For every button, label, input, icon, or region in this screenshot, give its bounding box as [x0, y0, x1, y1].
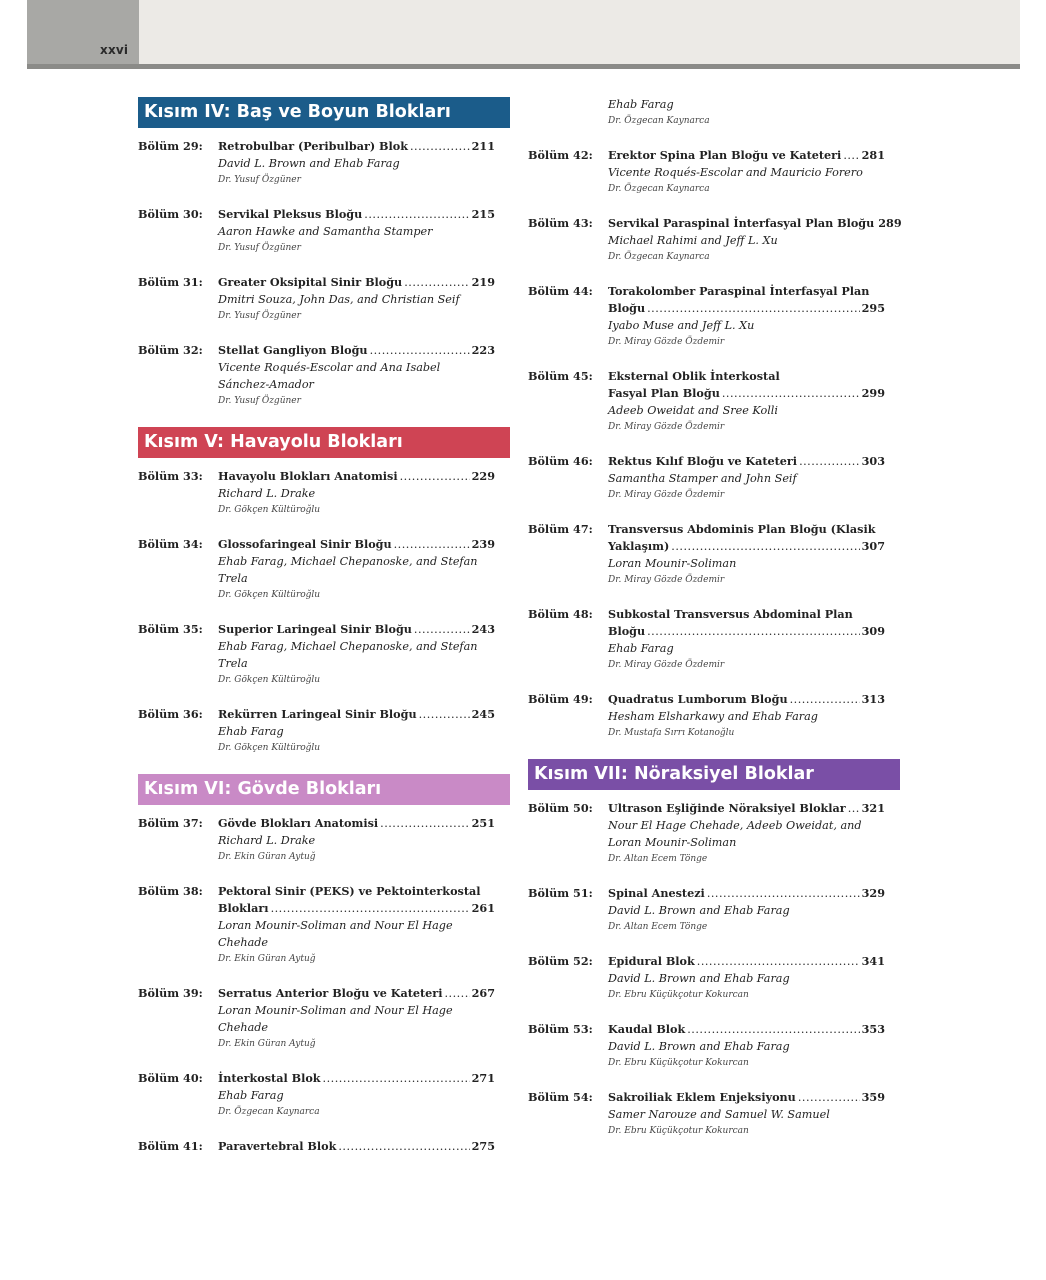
chapter-title-line	[218, 985, 495, 1002]
chapter-title-line	[608, 623, 885, 640]
chapter-title-line1: Pektoral Sinir (PEKS) ve Pektointerkostal	[218, 884, 481, 898]
chapter-authors: Loran Mounir-Soliman and Nour El Hage Chehade	[218, 1004, 453, 1034]
toc-entry	[138, 274, 510, 325]
chapter-authors: Loran Mounir-Soliman	[608, 557, 737, 570]
chapter-title: Blokları	[218, 901, 269, 915]
chapter-title-line	[608, 1021, 885, 1038]
dot-leader	[697, 953, 860, 970]
chapter-authors: Ehab Farag	[608, 98, 674, 111]
chapter-title-line	[608, 691, 885, 708]
chapter-translator: Dr. Ekin Güran Aytuğ	[218, 1039, 316, 1049]
chapter-translator: Dr. Ebru Küçükçotur Kokurcan	[608, 990, 749, 1000]
toc-entry	[528, 283, 900, 351]
toc-entry	[138, 206, 510, 257]
chapter-page: 341	[861, 954, 885, 968]
chapter-number: Bölüm 38:	[138, 884, 203, 898]
chapter-title: Bloğu	[608, 301, 646, 315]
dot-leader	[271, 900, 470, 917]
dot-leader	[364, 206, 469, 223]
chapter-title: Spinal Anestezi	[608, 886, 705, 900]
chapter-title-line	[608, 953, 885, 970]
toc-entry	[138, 883, 510, 968]
chapter-translator: Dr. Gökçen Kültüroğlu	[218, 675, 321, 685]
chapter-page: 307	[861, 539, 885, 553]
toc-entry	[528, 800, 900, 868]
toc-entry	[528, 521, 900, 589]
chapter-title-line1: Eksternal Oblik İnterkostal	[608, 369, 780, 383]
page-number: xxvi	[100, 43, 129, 57]
chapter-number: Bölüm 31:	[138, 275, 203, 289]
chapter-page: 219	[471, 275, 495, 289]
chapter-title: Yaklaşım)	[608, 539, 670, 553]
dot-leader	[790, 691, 860, 708]
chapter-title-line	[218, 206, 495, 223]
chapter-page: 329	[861, 886, 885, 900]
chapter-number: Bölüm 33:	[138, 469, 203, 483]
chapter-authors: Vicente Roqués-Escolar and Ana Isabel Sánchez-Amador	[218, 361, 441, 391]
chapter-title-line	[608, 1089, 885, 1106]
chapter-translator: Dr. Gökçen Kültüroğlu	[218, 743, 321, 753]
chapter-page: 353	[861, 1022, 885, 1036]
dot-leader	[444, 985, 469, 1002]
part-title: Kısım IV: Baş ve Boyun Blokları	[138, 97, 510, 128]
chapter-title-line	[608, 885, 885, 902]
chapter-title: Gövde Blokları Anatomisi	[218, 816, 379, 830]
chapter-title-line	[608, 215, 902, 232]
chapter-number: Bölüm 49:	[528, 692, 593, 706]
chapter-page: 229	[471, 469, 495, 483]
chapter-number: Bölüm 42:	[528, 148, 593, 162]
chapter-title: Quadratus Lumborum Bloğu	[608, 692, 788, 706]
part-title: Kısım VII: Nöraksiyel Bloklar	[528, 759, 900, 790]
chapter-title: Stellat Gangliyon Bloğu	[218, 343, 368, 357]
toc-left-column	[138, 97, 510, 1172]
continued-entry	[528, 96, 900, 130]
chapter-authors: Aaron Hawke and Samantha Stamper	[218, 225, 433, 238]
chapter-title-line1: Torakolomber Paraspinal İnterfasyal Plan	[608, 284, 870, 298]
toc-part	[138, 427, 510, 757]
chapter-title-line	[218, 138, 495, 155]
chapter-number: Bölüm 34:	[138, 537, 203, 551]
chapter-list	[528, 147, 900, 742]
chapter-number: Bölüm 48:	[528, 607, 593, 621]
chapter-page: 289	[878, 216, 902, 230]
chapter-number: Bölüm 39:	[138, 986, 203, 1000]
chapter-authors: David L. Brown and Ehab Farag	[608, 904, 790, 917]
chapter-title: Retrobulbar (Peribulbar) Blok	[218, 139, 408, 153]
chapter-title: Epidural Blok	[608, 954, 695, 968]
chapter-translator: Dr. Yusuf Özgüner	[218, 396, 301, 406]
toc-entry	[138, 706, 510, 757]
chapter-page: 239	[471, 537, 495, 551]
part-title: Kısım V: Havayolu Blokları	[138, 427, 510, 458]
dot-leader	[647, 623, 860, 640]
chapter-authors: Loran Mounir-Soliman and Nour El Hage Chehade	[218, 919, 453, 949]
chapter-translator: Dr. Miray Gözde Özdemir	[608, 422, 725, 432]
dot-leader	[338, 1138, 469, 1155]
chapter-page: 275	[471, 1139, 495, 1153]
dot-leader	[707, 885, 860, 902]
chapter-authors: Ehab Farag	[218, 725, 284, 738]
chapter-number: Bölüm 51:	[528, 886, 593, 900]
chapter-translator: Dr. Gökçen Kültüroğlu	[218, 505, 321, 515]
chapter-translator: Dr. Ebru Küçükçotur Kokurcan	[608, 1126, 749, 1136]
chapter-title: Rekürren Laringeal Sinir Bloğu	[218, 707, 417, 721]
chapter-authors: David L. Brown and Ehab Farag	[608, 1040, 790, 1053]
chapter-title-line	[218, 342, 495, 359]
chapter-authors: David L. Brown and Ehab Farag	[608, 972, 790, 985]
toc-part	[138, 774, 510, 1155]
chapter-page: 321	[861, 801, 885, 815]
chapter-title: Glossofaringeal Sinir Bloğu	[218, 537, 392, 551]
chapter-title-line	[608, 385, 885, 402]
chapter-page: 309	[861, 624, 885, 638]
chapter-title: Havayolu Blokları Anatomisi	[218, 469, 398, 483]
chapter-title: Kaudal Blok	[608, 1022, 686, 1036]
dot-leader	[722, 385, 860, 402]
chapter-title-line	[218, 900, 495, 917]
chapter-page: 295	[861, 301, 885, 315]
toc-entry	[138, 985, 510, 1053]
chapter-page: 251	[471, 816, 495, 830]
chapter-translator: Dr. Ekin Güran Aytuğ	[218, 954, 316, 964]
chapter-title: Ultrason Eşliğinde Nöraksiyel Bloklar	[608, 801, 846, 815]
toc-entry	[138, 621, 510, 689]
chapter-title-line	[608, 800, 885, 817]
toc-entry	[138, 1138, 510, 1155]
chapter-page: 267	[471, 986, 495, 1000]
chapter-title: İnterkostal Blok	[218, 1071, 321, 1085]
chapter-number: Bölüm 37:	[138, 816, 203, 830]
chapter-title-line	[218, 815, 495, 832]
chapter-title-line1: Subkostal Transversus Abdominal Plan	[608, 607, 853, 621]
chapter-authors: Richard L. Drake	[218, 487, 316, 500]
chapter-authors: Michael Rahimi and Jeff L. Xu	[608, 234, 778, 247]
dot-leader	[647, 300, 860, 317]
chapter-title-line	[218, 274, 495, 291]
dot-leader	[671, 538, 859, 555]
chapter-authors: Adeeb Oweidat and Sree Kolli	[608, 404, 778, 417]
chapter-translator: Dr. Ebru Küçükçotur Kokurcan	[608, 1058, 749, 1068]
chapter-translator: Dr. Özgecan Kaynarca	[608, 116, 710, 126]
chapter-title-line	[218, 536, 495, 553]
chapter-title: Serratus Anterior Bloğu ve Kateteri	[218, 986, 443, 1000]
dot-leader	[414, 621, 470, 638]
chapter-title-line	[608, 538, 885, 555]
toc-part	[528, 759, 900, 1140]
chapter-page: 359	[861, 1090, 885, 1104]
chapter-authors: Ehab Farag	[218, 1089, 284, 1102]
chapter-title: Superior Laringeal Sinir Bloğu	[218, 622, 412, 636]
chapter-title: Fasyal Plan Bloğu	[608, 386, 720, 400]
dot-leader	[394, 536, 470, 553]
chapter-authors: Ehab Farag, Michael Chepanoske, and Stefan Trela	[218, 555, 478, 585]
dot-leader	[404, 274, 469, 291]
toc-entry	[528, 147, 900, 198]
chapter-translator: Dr. Miray Gözde Özdemir	[608, 337, 725, 347]
chapter-number: Bölüm 29:	[138, 139, 203, 153]
chapter-title-line	[218, 1138, 495, 1155]
chapter-title: Erektor Spina Plan Bloğu ve Kateteri	[608, 148, 842, 162]
dot-leader	[848, 800, 860, 817]
chapter-page: 223	[471, 343, 495, 357]
chapter-number: Bölüm 30:	[138, 207, 203, 221]
chapter-page: 245	[471, 707, 495, 721]
chapter-title-line	[218, 1070, 495, 1087]
chapter-translator: Dr. Miray Gözde Özdemir	[608, 490, 725, 500]
chapter-number: Bölüm 50:	[528, 801, 593, 815]
chapter-translator: Dr. Yusuf Özgüner	[218, 175, 301, 185]
chapter-number: Bölüm 44:	[528, 284, 593, 298]
chapter-title: Bloğu	[608, 624, 646, 638]
chapter-title: Sakroiliak Eklem Enjeksiyonu	[608, 1090, 796, 1104]
chapter-translator: Dr. Altan Ecem Tönge	[608, 854, 708, 864]
chapter-page: 243	[471, 622, 495, 636]
chapter-authors: Vicente Roqués-Escolar and Mauricio Forero	[608, 166, 863, 179]
dot-leader	[843, 147, 859, 164]
dot-leader	[323, 1070, 470, 1087]
chapter-page: 303	[861, 454, 885, 468]
chapter-page: 271	[471, 1071, 495, 1085]
chapter-number: Bölüm 43:	[528, 216, 593, 230]
dot-leader	[687, 1021, 859, 1038]
chapter-number: Bölüm 47:	[528, 522, 593, 536]
chapter-authors: Ehab Farag, Michael Chepanoske, and Stefan Trela	[218, 640, 478, 670]
chapter-number: Bölüm 52:	[528, 954, 593, 968]
chapter-translator: Dr. Mustafa Sırrı Kotanoğlu	[608, 728, 735, 738]
chapter-title-line	[218, 468, 495, 485]
chapter-number: Bölüm 35:	[138, 622, 203, 636]
chapter-title-line	[608, 453, 885, 470]
chapter-title: Rektus Kılıf Bloğu ve Kateteri	[608, 454, 798, 468]
toc-entry	[528, 953, 900, 1004]
chapter-translator: Dr. Altan Ecem Tönge	[608, 922, 708, 932]
dot-leader	[380, 815, 470, 832]
part-list	[528, 759, 900, 1140]
chapter-number: Bölüm 54:	[528, 1090, 593, 1104]
toc-entry	[528, 691, 900, 742]
chapter-authors: David L. Brown and Ehab Farag	[218, 157, 400, 170]
toc-entry	[528, 215, 900, 266]
chapter-number: Bölüm 40:	[138, 1071, 203, 1085]
chapter-title-line	[218, 706, 495, 723]
toc-part	[138, 97, 510, 410]
header-rule	[27, 64, 1020, 69]
chapter-title-line1: Transversus Abdominis Plan Bloğu (Klasik	[608, 522, 876, 536]
toc-entry	[138, 815, 510, 866]
chapter-title: Servikal Pleksus Bloğu	[218, 207, 363, 221]
chapter-title: Paravertebral Blok	[218, 1139, 337, 1153]
dot-leader	[400, 468, 470, 485]
toc-entry	[528, 1089, 900, 1140]
chapter-translator: Dr. Gökçen Kültüroğlu	[218, 590, 321, 600]
chapter-authors: Hesham Elsharkawy and Ehab Farag	[608, 710, 818, 723]
chapter-translator: Dr. Yusuf Özgüner	[218, 311, 301, 321]
chapter-page: 261	[471, 901, 495, 915]
dot-leader	[799, 453, 860, 470]
chapter-title-line	[608, 300, 885, 317]
chapter-authors: Ehab Farag	[608, 642, 674, 655]
chapter-authors: Samantha Stamper and John Seif	[608, 472, 797, 485]
chapter-translator: Dr. Miray Gözde Özdemir	[608, 575, 725, 585]
chapter-translator: Dr. Özgecan Kaynarca	[608, 252, 710, 262]
chapter-number: Bölüm 46:	[528, 454, 593, 468]
chapter-authors: Dmitri Souza, John Das, and Christian Seif	[218, 293, 460, 306]
toc-entry	[528, 453, 900, 504]
chapter-translator: Dr. Miray Gözde Özdemir	[608, 660, 725, 670]
toc-entry	[528, 606, 900, 674]
chapter-translator: Dr. Özgecan Kaynarca	[608, 184, 710, 194]
part-title: Kısım VI: Gövde Blokları	[138, 774, 510, 805]
toc-entry	[138, 342, 510, 410]
toc-entry	[138, 536, 510, 604]
chapter-number: Bölüm 36:	[138, 707, 203, 721]
chapter-authors: Iyabo Muse and Jeff L. Xu	[608, 319, 755, 332]
chapter-page: 211	[471, 139, 495, 153]
toc-right-column	[528, 98, 900, 1157]
dot-leader	[370, 342, 470, 359]
dot-leader	[410, 138, 470, 155]
toc-entry	[528, 1021, 900, 1072]
chapter-number: Bölüm 45:	[528, 369, 593, 383]
toc-entry	[138, 468, 510, 519]
chapter-number: Bölüm 32:	[138, 343, 203, 357]
dot-leader	[798, 1089, 860, 1106]
dot-leader	[419, 706, 470, 723]
chapter-page: 299	[861, 386, 885, 400]
chapter-authors: Nour El Hage Chehade, Adeeb Oweidat, and Loran Mounir-Soliman	[608, 819, 862, 849]
chapter-number: Bölüm 41:	[138, 1139, 203, 1153]
chapter-page: 281	[861, 148, 885, 162]
chapter-title-line	[608, 147, 885, 164]
chapter-number: Bölüm 53:	[528, 1022, 593, 1036]
page-header-band	[27, 0, 1020, 64]
chapter-title-line	[218, 621, 495, 638]
chapter-authors: Richard L. Drake	[218, 834, 316, 847]
chapter-page: 215	[471, 207, 495, 221]
toc-entry	[138, 1070, 510, 1121]
chapter-authors: Samer Narouze and Samuel W. Samuel	[608, 1108, 830, 1121]
toc-entry	[528, 368, 900, 436]
chapter-page: 313	[861, 692, 885, 706]
toc-entry	[138, 138, 510, 189]
chapter-title: Greater Oksipital Sinir Bloğu	[218, 275, 403, 289]
chapter-translator: Dr. Yusuf Özgüner	[218, 243, 301, 253]
chapter-translator: Dr. Ekin Güran Aytuğ	[218, 852, 316, 862]
chapter-title: Servikal Paraspinal İnterfasyal Plan Bloğu	[608, 216, 875, 230]
chapter-translator: Dr. Özgecan Kaynarca	[218, 1107, 320, 1117]
toc-entry	[528, 885, 900, 936]
